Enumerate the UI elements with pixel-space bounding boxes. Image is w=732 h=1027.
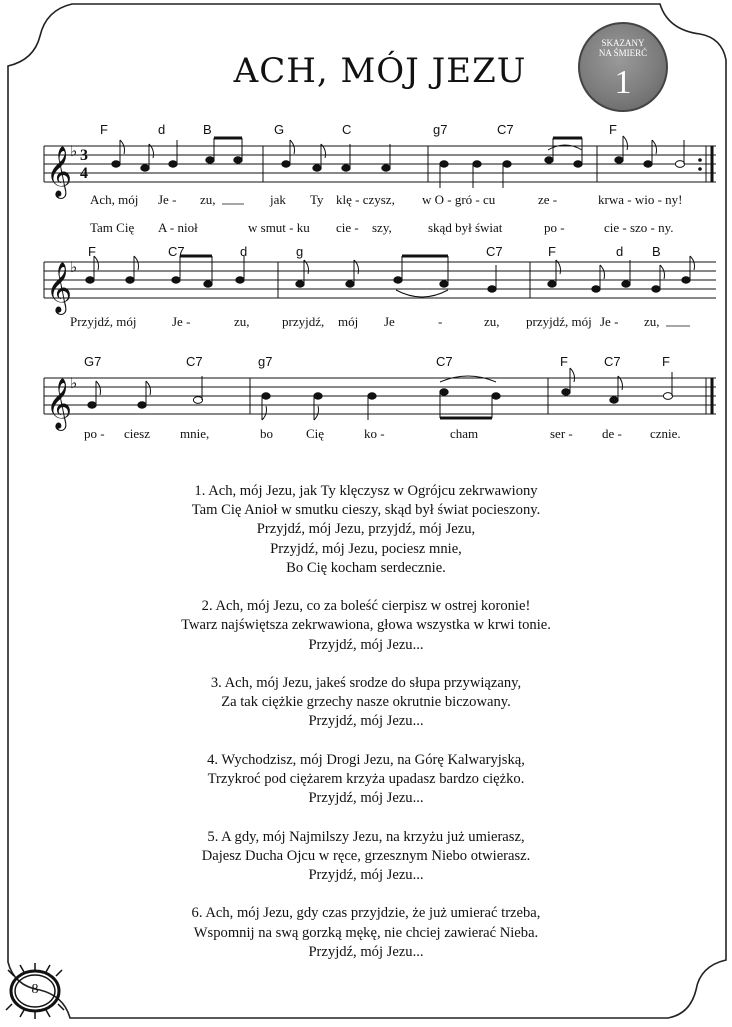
lyric: Ty: [310, 192, 324, 207]
verse-line: Przyjdź, mój Jezu, przyjdź, mój Jezu,: [256, 521, 476, 538]
lyric: przyjdź,: [282, 314, 325, 329]
verse-line: Wspomnij na swą gorzką mękę, nie chciej zawierać Nieba.: [193, 924, 539, 941]
verse-line: Przyjdź, mój Jezu...: [308, 636, 424, 653]
lyric: Je -: [158, 192, 177, 207]
svg-text:♭: ♭: [70, 374, 78, 392]
page-number: 8: [31, 982, 39, 997]
lyric: zu,: [200, 192, 216, 207]
lyric: skąd był świat: [428, 220, 503, 235]
lyric: w O - gró - cu: [422, 192, 496, 207]
lyric: ser -: [550, 426, 573, 441]
lyric: zu,: [234, 314, 250, 329]
svg-text:♭: ♭: [70, 258, 78, 276]
chord: d: [616, 244, 624, 259]
verse-line: Za tak ciężkie grzechy nasze okrutnie biczowany.: [221, 694, 511, 711]
verse-line: Przyjdź, mój Jezu...: [308, 713, 424, 730]
verse-line: Tam Cię Anioł w smutku cieszy, skąd był świat pocieszony.: [191, 502, 541, 519]
lyric: bo: [260, 426, 273, 441]
chord: d: [240, 244, 248, 259]
lyric: Je: [384, 314, 395, 329]
verse-6: [96, 904, 636, 962]
lyric: mnie,: [180, 426, 210, 441]
page-number-ornament: [4, 960, 66, 1022]
chord: C7: [486, 244, 503, 259]
lyric: po -: [84, 426, 105, 441]
verse-line: 4. Wychodzisz, mój Drogi Jezu, na Górę Kalwaryjską,: [207, 751, 525, 768]
lyric: cie - szo - ny.: [604, 220, 674, 235]
verse-2: [96, 597, 636, 655]
chord: F: [548, 244, 556, 259]
chord: C7: [168, 244, 185, 259]
lyric: Cię: [306, 426, 325, 441]
verse-line: 5. A gdy, mój Najmilszy Jezu, na krzyżu już umierasz,: [207, 828, 525, 845]
verse-line: Bo Cię kocham serdecznie.: [286, 559, 446, 576]
song-title: ACH, MÓJ JEZU: [233, 50, 527, 91]
chord: C7: [436, 354, 453, 369]
chord: C7: [604, 354, 621, 369]
verse-line: 3. Ach, mój Jezu, jakeś srodze do słupa przywiązany,: [210, 675, 522, 691]
lyric: ciesz: [124, 426, 150, 441]
verse-5: [96, 828, 636, 886]
verses-block: [96, 482, 636, 981]
chord: F: [609, 122, 617, 137]
lyric: cham: [450, 426, 479, 441]
verse-line: Dajesz Ducha Ojcu w ręce, grzesznym Niebo otwierasz.: [201, 847, 531, 864]
lyric: -: [438, 314, 443, 329]
verse-line: Przyjdź, mój Jezu...: [308, 867, 424, 883]
chord: B: [203, 122, 212, 137]
chord: C7: [497, 122, 514, 137]
verse-line: 2. Ach, mój Jezu, co za boleść cierpisz w ostrej koronie!: [201, 598, 531, 615]
badge-number: 1: [614, 64, 632, 101]
lyric: Przyjdź, mój: [70, 314, 137, 329]
chord: G: [274, 122, 285, 137]
verse-1: [96, 482, 636, 578]
chord: F: [88, 244, 96, 259]
svg-text:♭: ♭: [70, 142, 78, 160]
verse-line: Trzykroć pod ciężarem krzyża upadasz bardzo ciężko.: [207, 771, 525, 787]
badge-label: SKAZANY NA ŚMIERĆ: [598, 38, 648, 58]
lyric: mój: [338, 314, 359, 329]
chord: C: [342, 122, 352, 137]
lyric: po -: [544, 220, 565, 235]
chord: g7: [258, 354, 273, 369]
chord: G7: [84, 354, 102, 369]
lyric: w smut - ku: [248, 220, 310, 235]
lyric: krwa - wio - ny!: [598, 192, 683, 207]
lyric: zu,: [484, 314, 500, 329]
lyric: ko -: [364, 426, 385, 441]
chord: F: [560, 354, 568, 369]
lyric: przyjdź, mój: [526, 314, 592, 329]
verse-line: Przyjdź, mój Jezu...: [308, 790, 424, 807]
lyric: Ach, mój: [90, 192, 139, 207]
svg-text:𝄞: 𝄞: [46, 262, 73, 313]
chord: d: [158, 122, 166, 137]
verse-line: Przyjdź, mój Jezu...: [308, 943, 424, 960]
chord: C7: [186, 354, 203, 369]
lyric: Tam Cię: [90, 220, 135, 235]
lyric: szy,: [372, 220, 392, 235]
svg-text:𝄞: 𝄞: [46, 378, 73, 429]
lyric: cznie.: [650, 426, 681, 441]
verse-line: 6. Ach, mój Jezu, gdy czas przyjdzie, że już umierać trzeba,: [191, 905, 541, 922]
svg-text:3: 3: [80, 147, 88, 164]
svg-text:𝄞: 𝄞: [46, 146, 73, 197]
lyric: cie -: [336, 220, 359, 235]
verse-line: Twarz najświętsza zekrwawiona, głowa wszystka w krwi tonie.: [181, 617, 551, 634]
verse-line: Przyjdź, mój Jezu, pociesz mnie,: [270, 540, 462, 557]
lyric: A - nioł: [158, 220, 198, 235]
lyric: Je -: [172, 314, 191, 329]
chord: F: [662, 354, 670, 369]
chord: F: [100, 122, 108, 137]
lyric: jak: [270, 192, 286, 207]
lyric: de -: [602, 426, 622, 441]
chord: g: [296, 244, 304, 259]
chord: g7: [433, 122, 448, 137]
verse-line: 1. Ach, mój Jezu, jak Ty klęczysz w Ogrójcu zekrwawiony: [194, 483, 538, 499]
lyric: ze -: [538, 192, 558, 207]
svg-text:4: 4: [80, 165, 88, 182]
chord: B: [652, 244, 661, 259]
lyric: klę - czysz,: [336, 192, 395, 207]
verse-3: [96, 674, 636, 732]
verse-4: [96, 751, 636, 809]
lyric: zu,: [644, 314, 660, 329]
lyric: Je -: [600, 314, 619, 329]
